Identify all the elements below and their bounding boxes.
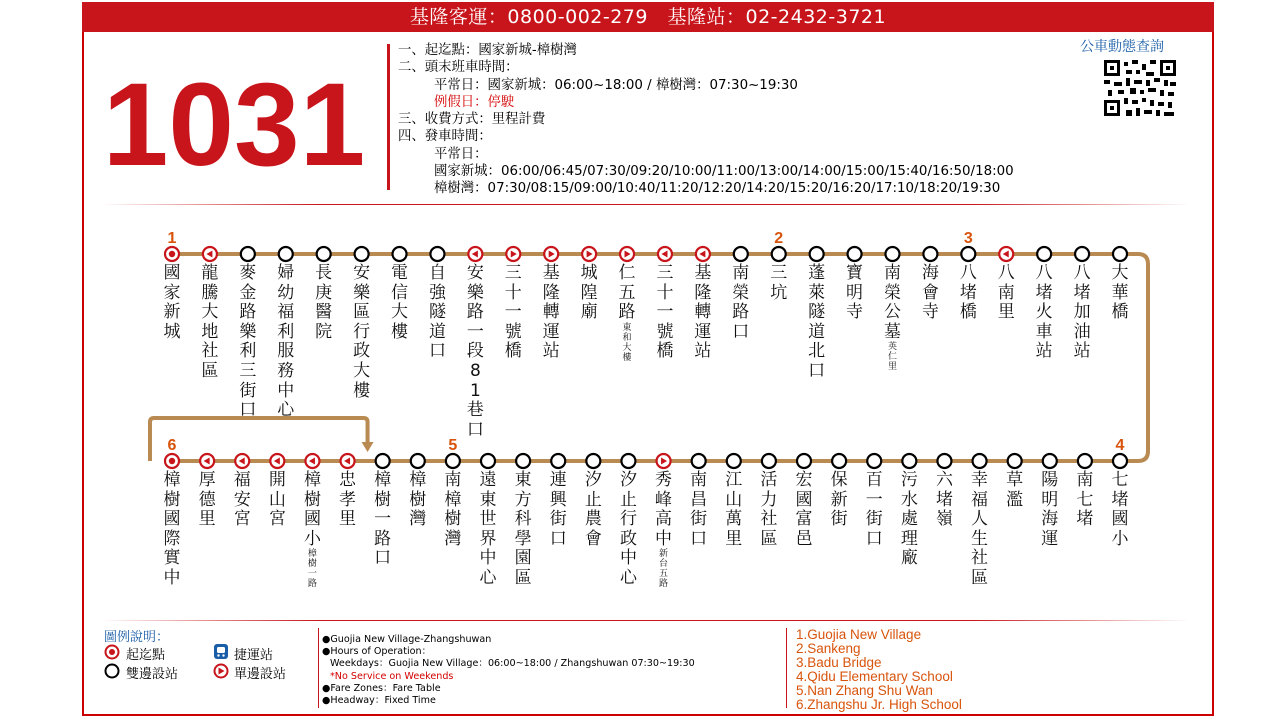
station-name[interactable] — [579, 471, 607, 549]
station-name[interactable] — [651, 264, 679, 362]
stop-marker[interactable] — [411, 454, 425, 468]
station-label: 安 樂 區 行 政 大 樓 — [353, 263, 371, 401]
station-label: 福 安 宮 — [233, 470, 251, 530]
stop-marker[interactable] — [772, 247, 786, 261]
stop-marker[interactable] — [270, 454, 284, 468]
stop-marker[interactable] — [355, 247, 369, 261]
stop-marker[interactable] — [937, 454, 951, 468]
two-way-stop-icon — [104, 663, 120, 679]
stop-marker[interactable] — [430, 247, 444, 261]
station-label: 婦 幼 福 利 服 務 中 心 — [277, 263, 295, 421]
station-label: 電 信 大 樓 — [391, 263, 409, 342]
station-label: 寶 明 寺 — [846, 263, 864, 323]
stop-marker[interactable] — [973, 454, 987, 468]
station-label: 保 新 街 — [830, 470, 848, 530]
station-name[interactable] — [158, 471, 186, 589]
route-number: 1031 — [102, 59, 366, 191]
bottom-separator — [100, 620, 1190, 621]
station-label: 開 山 宮 — [268, 470, 286, 530]
station-name[interactable] — [650, 471, 678, 589]
landmark-item: 3.Badu Bridge — [796, 655, 882, 670]
info-line: 平常日： — [434, 146, 488, 162]
stop-marker[interactable] — [544, 247, 558, 261]
station-name[interactable] — [755, 471, 783, 549]
station-name[interactable] — [474, 471, 502, 589]
landmark-number: 2 — [774, 230, 784, 247]
stop-marker[interactable] — [902, 454, 916, 468]
station-name[interactable] — [575, 264, 603, 323]
station-name[interactable] — [720, 471, 748, 549]
station-name[interactable] — [860, 471, 888, 549]
station-label: 自 強 隧 道 口 — [428, 263, 446, 362]
stop-marker[interactable] — [1043, 454, 1057, 468]
station-label: 大 華 橋 — [1111, 263, 1129, 323]
station-sublabel: 英 仁 里 — [887, 342, 897, 373]
station-label: 基 隆 轉 運 站 — [694, 263, 712, 362]
station-name[interactable] — [916, 264, 944, 323]
stop-marker[interactable] — [1113, 454, 1127, 468]
info-line: 樟樹灣：07:30/08:15/09:00/10:40/11:20/12:20/14:20/15:20/16:20/17:10/18:20/19:30 — [434, 181, 1001, 197]
stop-marker[interactable] — [165, 454, 179, 468]
landmark-list — [796, 628, 962, 712]
stop-marker[interactable] — [506, 247, 520, 261]
station-label: 厚 德 里 — [198, 470, 216, 530]
terminal-legend-label: 起迄點 — [126, 648, 166, 663]
station-label: 仁 五 路 — [618, 263, 636, 323]
station-name[interactable] — [1036, 471, 1064, 549]
station-label: 南 榮 公 墓 — [883, 263, 901, 342]
stop-marker[interactable] — [657, 454, 671, 468]
english-info — [322, 634, 695, 707]
info-line: 四、發車時間： — [398, 129, 492, 145]
station-sublabel: 新 台 五 路 — [659, 549, 669, 590]
station-label: 六 堵 嶺 — [935, 470, 953, 530]
stop-marker[interactable] — [923, 247, 937, 261]
station-label: 國 家 新 城 — [163, 263, 181, 342]
station-label: 麥 金 路 樂 利 三 街 口 — [239, 263, 257, 421]
station-label: 八 堵 火 車 站 — [1035, 263, 1053, 362]
station-label: 八 南 里 — [997, 263, 1015, 323]
stop-marker[interactable] — [468, 247, 482, 261]
station-name[interactable] — [992, 264, 1020, 323]
stop-marker[interactable] — [481, 454, 495, 468]
station-label: 三 坑 — [770, 263, 788, 303]
station-name[interactable] — [386, 264, 414, 342]
stop-marker[interactable] — [446, 454, 460, 468]
landmark-item: 6.Zhangshu Jr. High School — [796, 697, 962, 712]
stop-marker[interactable] — [658, 247, 672, 261]
stop-marker[interactable] — [235, 454, 249, 468]
station-label: 樟 樹 國 小 — [303, 470, 321, 549]
two-way-legend-label: 雙邊設站 — [126, 667, 179, 682]
station-label: 江 山 萬 里 — [725, 470, 743, 549]
landmark-number: 1 — [167, 230, 177, 247]
english-info-line: ●Fare Zones：Fare Table — [322, 682, 441, 694]
stop-marker[interactable] — [165, 247, 179, 261]
station-label: 草 濫 — [1006, 470, 1024, 510]
station-label: 宏 國 富 邑 — [795, 470, 813, 549]
station-sublabel: 東 和 大 樓 — [622, 322, 632, 363]
station-name[interactable] — [803, 264, 831, 382]
station-name[interactable] — [1071, 471, 1099, 530]
station-label: 樟 樹 國 際 實 中 — [163, 470, 181, 588]
station-label: 南 七 堵 — [1076, 470, 1094, 530]
stop-marker[interactable] — [848, 247, 862, 261]
station-label: 幸 福 人 生 社 區 — [971, 470, 989, 588]
english-info-line: ●Headway：Fixed Time — [322, 695, 436, 707]
contact-banner: 基隆客運：0800-002-279 基隆站：02-2432-3721 — [82, 2, 1214, 32]
stop-marker[interactable] — [885, 247, 899, 261]
station-name[interactable] — [272, 264, 300, 421]
info-line: 國家新城：06:00/06:45/07:30/09:20/10:00/11:00/13:00/14:00/15:00/15:40/16:50/18:00 — [434, 164, 1014, 180]
station-label: 龍 騰 大 地 社 區 — [201, 263, 219, 381]
station-label: 樟 樹 一 路 口 — [374, 470, 392, 569]
station-label: 三 十 一 號 橋 — [656, 263, 674, 362]
info-line: 三、收費方式：里程計費 — [398, 112, 546, 128]
stop-marker[interactable] — [376, 454, 390, 468]
landmark-item: 4.Qidu Elementary School — [796, 669, 953, 684]
one-way-stop-icon — [213, 663, 229, 679]
station-name[interactable] — [423, 264, 451, 362]
stop-marker[interactable] — [797, 454, 811, 468]
station-label: 連 興 街 口 — [549, 470, 567, 549]
stop-marker[interactable] — [727, 454, 741, 468]
station-name[interactable] — [158, 264, 186, 342]
station-name[interactable] — [727, 264, 755, 342]
station-label: 遠 東 世 界 中 心 — [479, 470, 497, 588]
station-name[interactable] — [966, 471, 994, 589]
stop-marker[interactable] — [1078, 454, 1092, 468]
stop-marker[interactable] — [961, 247, 975, 261]
station-label: 汐 止 農 會 — [584, 470, 602, 549]
legend-title: 圖例說明： — [104, 630, 170, 645]
terminal-legend-icon — [104, 644, 120, 660]
station-label: 八 堵 加 油 站 — [1073, 263, 1091, 362]
english-info-line: *No Service on Weekends — [330, 670, 454, 682]
english-info-line: Weekdays：Guojia New Village：06:00~18:00 / Zhangshuwan 07:30~19:30 — [330, 658, 695, 670]
landmark-number: 3 — [963, 230, 973, 247]
station-name[interactable] — [193, 471, 221, 530]
stop-marker[interactable] — [621, 454, 635, 468]
station-name[interactable] — [334, 471, 362, 530]
english-info-line: ●Hours of Operation： — [322, 646, 432, 658]
one-way-legend-label: 單邊設站 — [234, 667, 287, 682]
station-label: 蓬 萊 隧 道 北 口 — [808, 263, 826, 381]
stop-marker[interactable] — [832, 454, 846, 468]
station-name[interactable] — [196, 264, 224, 382]
landmark-item: 5.Nan Zhang Shu Wan — [796, 683, 933, 698]
station-name[interactable] — [954, 264, 982, 323]
stop-marker[interactable] — [762, 454, 776, 468]
station-name[interactable] — [1106, 471, 1134, 549]
station-label: 八 堵 橋 — [959, 263, 977, 323]
info-line: 例假日：停駛 — [434, 94, 515, 110]
landmark-number: 6 — [167, 437, 177, 454]
station-name[interactable] — [310, 264, 338, 342]
qr-label: 公車動態查詢 — [1080, 39, 1164, 55]
stop-marker[interactable] — [393, 247, 407, 261]
station-name[interactable] — [841, 264, 869, 323]
station-name[interactable] — [537, 264, 565, 362]
station-name[interactable] — [895, 471, 923, 569]
station-label: 基 隆 轉 運 站 — [542, 263, 560, 362]
stop-marker[interactable] — [696, 247, 710, 261]
stop-marker[interactable] — [1008, 454, 1022, 468]
station-name[interactable] — [825, 471, 853, 530]
stop-marker[interactable] — [582, 247, 596, 261]
station-name[interactable] — [461, 264, 489, 440]
station-name[interactable] — [878, 264, 906, 372]
stop-marker[interactable] — [341, 454, 355, 468]
station-label: 海 會 寺 — [921, 263, 939, 323]
station-name[interactable] — [1068, 264, 1096, 362]
stop-marker[interactable] — [516, 454, 530, 468]
stop-marker[interactable] — [692, 454, 706, 468]
stop-marker[interactable] — [1113, 247, 1127, 261]
station-name[interactable] — [685, 471, 713, 549]
stop-marker[interactable] — [305, 454, 319, 468]
station-label: 長 庚 醫 院 — [315, 263, 333, 342]
station-name[interactable] — [509, 471, 537, 589]
station-label: 陽 明 海 運 — [1041, 470, 1059, 549]
stop-marker[interactable] — [241, 247, 255, 261]
station-label: 百 一 街 口 — [865, 470, 883, 549]
stop-marker[interactable] — [810, 247, 824, 261]
station-label: 城 隍 廟 — [580, 263, 598, 323]
station-name[interactable] — [613, 264, 641, 363]
stop-marker[interactable] — [317, 247, 331, 261]
stop-marker[interactable] — [620, 247, 634, 261]
stop-marker[interactable] — [200, 454, 214, 468]
station-name[interactable] — [499, 264, 527, 362]
station-name[interactable] — [348, 264, 376, 401]
stop-marker[interactable] — [586, 454, 600, 468]
station-name[interactable] — [1001, 471, 1029, 510]
info-line: 一、起迄點：國家新城-樟樹灣 — [398, 43, 577, 58]
station-name[interactable] — [614, 471, 642, 589]
station-name[interactable] — [1106, 264, 1134, 323]
station-name[interactable] — [228, 471, 256, 530]
station-label: 東 方 科 學 園 區 — [514, 470, 532, 588]
station-label: 南 樟 樹 灣 — [444, 470, 462, 549]
station-sublabel: 樟 樹 一 路 — [307, 549, 317, 590]
station-label: 三 十 一 號 橋 — [504, 263, 522, 362]
direction-arrow-icon — [362, 442, 374, 452]
stop-marker[interactable] — [279, 247, 293, 261]
landmark-number: 4 — [1115, 437, 1125, 454]
stop-marker[interactable] — [999, 247, 1013, 261]
station-label: 秀 峰 高 中 — [655, 470, 673, 549]
legend-divider-2 — [786, 628, 787, 708]
stop-marker[interactable] — [734, 247, 748, 261]
info-line: 二、頭末班車時間： — [398, 60, 519, 76]
stop-marker[interactable] — [203, 247, 217, 261]
station-name[interactable] — [930, 471, 958, 530]
metro-legend-label: 捷運站 — [234, 648, 274, 663]
station-name[interactable] — [689, 264, 717, 362]
landmark-item: 1.Guojia New Village — [796, 627, 922, 642]
info-line: 平常日：國家新城：06:00~18:00 / 樟樹灣：07:30~19:30 — [434, 77, 798, 93]
landmark-item: 2.Sankeng — [796, 641, 861, 656]
station-name[interactable] — [439, 471, 467, 549]
english-info-line: ●Guojia New Village-Zhangshuwan — [322, 634, 492, 645]
station-label: 南 榮 路 口 — [732, 263, 750, 342]
stop-marker[interactable] — [1037, 247, 1051, 261]
station-name[interactable] — [1030, 264, 1058, 362]
route-loop — [150, 418, 368, 461]
station-label: 活 力 社 區 — [760, 470, 778, 549]
station-name[interactable] — [790, 471, 818, 549]
metro-station-icon — [213, 643, 229, 660]
station-name[interactable] — [765, 264, 793, 303]
stop-marker[interactable] — [867, 454, 881, 468]
landmark-number: 5 — [448, 437, 458, 454]
station-label: 南 昌 街 口 — [690, 470, 708, 549]
station-label: 七 堵 國 小 — [1111, 470, 1129, 549]
station-name[interactable] — [404, 471, 432, 530]
station-label: 樟 樹 灣 — [409, 470, 427, 530]
station-name[interactable] — [544, 471, 572, 549]
stop-marker[interactable] — [551, 454, 565, 468]
station-name[interactable] — [263, 471, 291, 530]
legend-divider-1 — [318, 628, 319, 708]
station-name[interactable] — [369, 471, 397, 569]
station-label: 安 樂 路 一 段 8 1 巷 口 — [466, 263, 484, 440]
station-name[interactable] — [234, 264, 262, 421]
station-label: 忠 孝 里 — [339, 470, 357, 530]
stop-marker[interactable] — [1075, 247, 1089, 261]
station-label: 污 水 處 理 廠 — [900, 470, 918, 569]
station-label: 汐 止 行 政 中 心 — [619, 470, 637, 588]
station-name[interactable] — [298, 471, 326, 589]
